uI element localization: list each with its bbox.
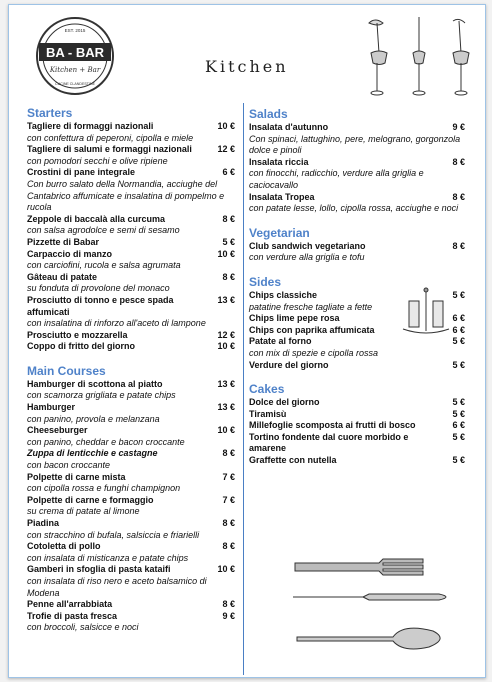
logo-name: BA - BAR [45, 45, 105, 60]
item-name: Hamburger [27, 402, 76, 413]
menu-item [249, 420, 465, 432]
menu-item [27, 167, 235, 213]
menu-item [27, 379, 235, 402]
item-description: con confettura di peperoni, cipolla e miele [27, 132, 194, 143]
section-title: Salads [249, 107, 288, 121]
menu-item [27, 249, 235, 272]
item-price: 6 € [222, 167, 235, 178]
menu-item [249, 432, 465, 455]
item-price: 13 € [217, 378, 235, 389]
section-spacer [249, 264, 465, 270]
item-price: 5 € [452, 336, 465, 347]
item-name: Gâteau di patate [27, 271, 98, 282]
item-price: 5 € [452, 289, 465, 300]
item-name: Millefoglie scomposta ai frutti di bosco [249, 420, 416, 431]
item-description: con pomodori secchi e olive ripiene [27, 155, 168, 166]
ba-bar-logo [35, 16, 115, 96]
menu-item [249, 360, 465, 372]
menu-item [249, 241, 465, 264]
item-description: con patate lesse, lollo, cipolla rossa, acciughe e noci [249, 203, 459, 214]
item-name: Club sandwich vegetariano [249, 240, 366, 251]
menu-item [27, 237, 235, 249]
menu-item [249, 313, 465, 325]
item-name: Carpaccio di manzo [27, 248, 113, 259]
item-name: Chips lime pepe rosa [249, 313, 340, 324]
item-description: con mix di spezie e cipolla rossa [249, 347, 379, 358]
item-price: 5 € [452, 431, 465, 442]
menu-item [27, 541, 235, 564]
section-spacer [249, 215, 465, 221]
item-description: con carciofini, rucola e salsa agrumata [27, 260, 181, 271]
menu-item [27, 341, 235, 353]
menu-item [249, 409, 465, 421]
item-name: Tiramisù [249, 408, 287, 419]
item-name: Insalata riccia [249, 156, 309, 167]
menu-item [249, 325, 465, 337]
item-price: 10 € [217, 248, 235, 259]
menu-item [27, 295, 235, 330]
menu-item [27, 121, 235, 144]
item-name: Dolce del giorno [249, 397, 320, 408]
coffee-grinder-illustration [357, 13, 473, 99]
item-name: Insalata Tropea [249, 191, 315, 202]
item-description: con insalata di riso nero e aceto balsamico di Modena [27, 575, 207, 598]
item-description: con broccoli, salsicce e noci [27, 622, 139, 633]
item-name: Coppo di fritto del giorno [27, 341, 135, 352]
menu-item [249, 192, 465, 215]
section-spacer [249, 371, 465, 377]
item-name: Patate al forno [249, 336, 312, 347]
item-description: con cipolla rossa e funghi champignon [27, 483, 181, 494]
right-column [249, 102, 465, 467]
column-divider [243, 103, 244, 675]
item-name: Polpette di carne mista [27, 471, 126, 482]
section-title: Starters [27, 106, 73, 120]
item-name: Crostini di pane integrale [27, 167, 136, 178]
item-name: Cotoletta di pollo [27, 541, 101, 552]
item-price: 8 € [452, 156, 465, 167]
menu-item [249, 336, 465, 359]
menu-item [27, 214, 235, 237]
item-price: 8 € [222, 518, 235, 528]
item-name: Chips con paprika affumicata [249, 324, 375, 335]
menu-item [27, 564, 235, 599]
menu-item [249, 455, 465, 467]
item-price: 6 € [452, 313, 465, 324]
item-name: Verdure del giorno [249, 359, 329, 370]
section-title: Main Courses [27, 363, 106, 378]
item-price: 6 € [452, 420, 465, 431]
item-name: Tortino fondente dal cuore morbido e amarene [249, 431, 409, 454]
item-name: Insalata d'autunno [249, 122, 329, 132]
item-name: Hamburger di scottona al piatto [27, 378, 163, 389]
item-description: Con spinaci, lattughino, pere, melograno, gorgonzola dolce e pinoli [249, 133, 461, 156]
menu-item [249, 290, 465, 313]
item-description: con panino, provola e melanzana [27, 413, 160, 424]
item-name: Trofie di pasta fresca [27, 610, 118, 621]
item-price: 5 € [222, 236, 235, 247]
item-price: 10 € [217, 121, 235, 131]
item-name: Piadina [27, 518, 60, 528]
item-description: patatine fresche tagliate a fette [249, 301, 373, 312]
item-price: 5 € [452, 408, 465, 419]
menu-item [27, 448, 235, 471]
item-price: 8 € [222, 213, 235, 224]
section-title: Vegetarian [249, 225, 310, 240]
item-description: con insalatina di rinforzo all'aceto di lampone [27, 318, 206, 329]
item-price: 12 € [217, 144, 235, 155]
menu-item [27, 144, 235, 167]
section-spacer [27, 353, 235, 359]
menu-page [8, 4, 486, 678]
menu-item [27, 330, 235, 342]
item-name: Tagliere di salumi e formaggi nazionali [27, 144, 192, 155]
item-price: 10 € [217, 564, 235, 575]
item-price: 12 € [217, 329, 235, 340]
menu-item [249, 122, 465, 157]
item-price: 8 € [222, 271, 235, 282]
item-price: 9 € [222, 610, 235, 621]
item-price: 13 € [217, 402, 235, 413]
item-description: con bacon croccante [27, 460, 111, 471]
section-title: Sides [249, 274, 282, 289]
item-name: Tagliere di formaggi nazionali [27, 121, 154, 131]
menu-item [27, 402, 235, 425]
item-name: Gamberi in sfoglia di pasta kataifi [27, 564, 171, 575]
logo-ring: CUCINE CLANDESTINE [55, 82, 95, 86]
item-name: Zeppole di baccalà alla curcuma [27, 213, 166, 224]
menu-item [249, 397, 465, 409]
item-price: 7 € [222, 471, 235, 482]
menu-item [27, 425, 235, 448]
logo-sub: Kitchen + Bar [49, 66, 101, 74]
item-description: con scamorza grigliata e patate chips [27, 390, 176, 401]
item-price: 8 € [222, 541, 235, 552]
item-description: su crema di patate al limone [27, 506, 140, 517]
item-price: 9 € [452, 122, 465, 132]
menu-item [27, 495, 235, 518]
item-price: 8 € [222, 448, 235, 459]
menu-item [249, 157, 465, 192]
item-name: Chips classiche [249, 289, 318, 300]
item-price: 5 € [452, 397, 465, 408]
item-description: con salsa agrodolce e semi di sesamo [27, 225, 180, 236]
logo-est: EST. 2015 [64, 28, 86, 33]
item-price: 5 € [452, 455, 465, 466]
item-price: 10 € [217, 425, 235, 436]
cutlery-illustration [287, 551, 457, 661]
item-name: Polpette di carne e formaggio [27, 494, 154, 505]
item-price: 10 € [217, 341, 235, 352]
item-price: 6 € [452, 324, 465, 335]
item-description: con finocchi, radicchio, verdure alla griglia e caciocavallo [249, 168, 424, 190]
menu-item [27, 518, 235, 541]
item-name: Zuppa di lenticchie e castagne [27, 448, 158, 459]
menu-item [27, 472, 235, 495]
item-price: 5 € [452, 359, 465, 370]
item-price: 13 € [217, 294, 235, 305]
item-description: con stracchino di bufala, salsiccia e friarielli [27, 529, 200, 540]
item-price: 8 € [452, 191, 465, 202]
item-name: Cheeseburger [27, 425, 88, 436]
item-name: Graffette con nutella [249, 455, 337, 466]
item-description: Con burro salato della Normandia, acciughe del Cantabrico affumicate e insalatina di pompelmo e rucola [27, 178, 225, 213]
menu-item [27, 599, 235, 611]
item-description: con panino, cheddar e bacon croccante [27, 436, 185, 447]
item-price: 7 € [222, 494, 235, 505]
item-price: 8 € [222, 599, 235, 610]
item-description: con verdure alla griglia e tofu [249, 252, 365, 263]
item-description: su fonduta di provolone del monaco [27, 283, 170, 294]
item-price: 8 € [452, 240, 465, 251]
item-description: con insalata di misticanza e patate chips [27, 552, 189, 563]
item-name: Penne all'arrabbiata [27, 599, 113, 610]
item-name: Prosciutto di tonno e pesce spada affumicati [27, 294, 174, 317]
menu-item [27, 611, 235, 634]
page-title: Kitchen [205, 57, 289, 76]
section-title: Cakes [249, 382, 285, 397]
item-name: Prosciutto e mozzarella [27, 329, 128, 340]
menu-item [27, 272, 235, 295]
item-name: Pizzette di Babar [27, 236, 100, 247]
left-column [27, 101, 235, 634]
